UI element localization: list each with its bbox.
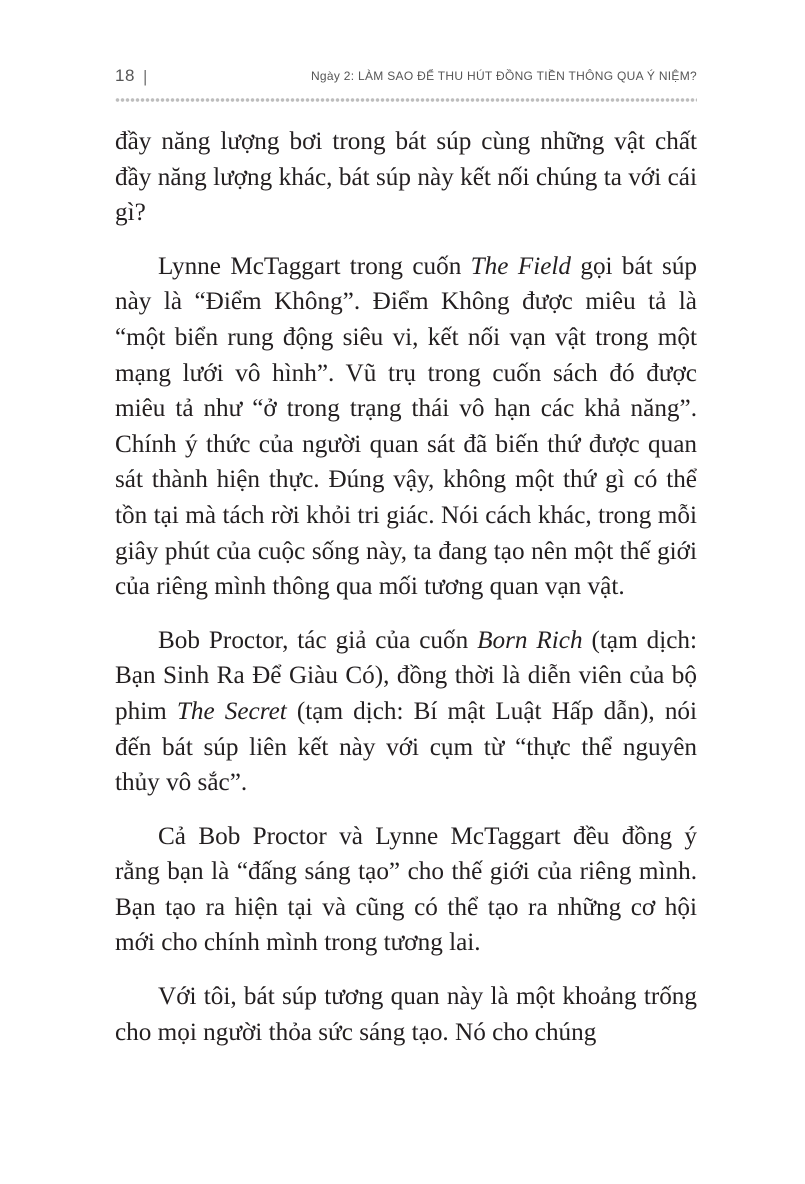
paragraph-3-text-c: (tạm dịch: Bí mật Luật Hấp dẫn), nói đến bát súp liên kết này với cụm từ “thực thể nguyên thủy vô sắc”. bbox=[115, 697, 698, 797]
book-title-born-rich: Born Rich bbox=[477, 626, 583, 654]
chapter-title: Ngày 2: LÀM SAO ĐỂ THU HÚT ĐỒNG TIỀN THÔNG QUA Ý NIỆM? bbox=[310, 69, 697, 83]
paragraph-3-text-b: (tạm dịch: Bạn Sinh Ra Để Giàu Có), đồng thời là diễn viên của bộ phim bbox=[115, 626, 697, 725]
film-title-the-secret: The Secret bbox=[176, 697, 287, 725]
paragraph-3 bbox=[115, 623, 697, 801]
header-separator: | bbox=[143, 67, 148, 86]
body-text bbox=[115, 124, 697, 1068]
paragraph-1: đầy năng lượng bơi trong bát súp cùng những vật chất đầy năng lượng khác, bát súp này kết nối chúng ta với cái gì? bbox=[115, 128, 697, 227]
running-header bbox=[115, 66, 697, 94]
paragraph-2-text-a: Lynne McTaggart trong cuốn bbox=[158, 252, 471, 280]
paragraph-4: Cả Bob Proctor và Lynne McTaggart đều đồng ý rằng bạn là “đấng sáng tạo” cho thế giới của riêng mình. Bạn tạo ra hiện tại và cũng có thể tạo ra những cơ hội mới cho chính mình trong tương lai. bbox=[115, 822, 697, 957]
paragraph-2 bbox=[115, 249, 697, 605]
paragraph-3-text-a: Bob Proctor, tác giả của cuốn bbox=[158, 626, 478, 654]
book-title-the-field: The Field bbox=[470, 252, 571, 280]
dotted-divider bbox=[115, 97, 697, 103]
paragraph-5: Với tôi, bát súp tương quan này là một khoảng trống cho mọi người thỏa sức sáng tạo. Nó cho chúng bbox=[115, 983, 697, 1046]
page-number: 18 bbox=[115, 66, 135, 85]
paragraph-2-text-b: gọi bát súp này là “Điểm Không”. Điểm Không được miêu tả là “một biển rung động siêu vi, kết nối vạn vật trong một mạng lưới vô hình”. Vũ trụ trong cuốn sách đó được miêu tả như “ở trong trạng thái vô hạn các khả năng”. Chính ý thức của người quan sát đã biến thứ được quan sát thành hiện thực. Đúng vậy, không một thứ gì có thể tồn tại mà tách rời khỏi tri giác. Nói cách khác, trong mỗi giây phút của cuộc sống này, ta đang tạo nên một thế giới của riêng mình thông qua mối tương quan vạn vật. bbox=[115, 252, 698, 601]
